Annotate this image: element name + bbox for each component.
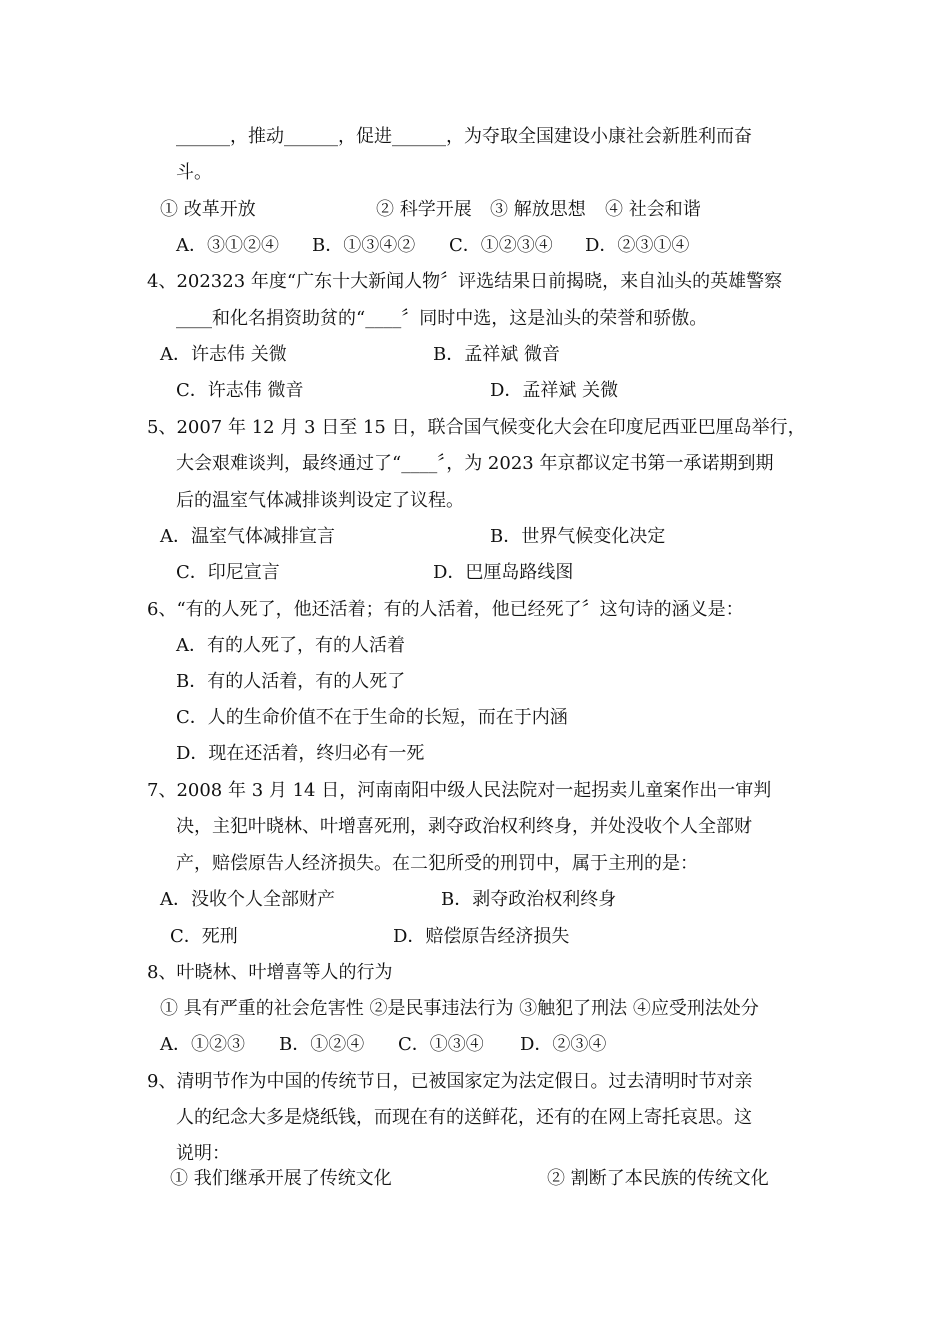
q8-option-c: C．①③④: [398, 1034, 484, 1055]
q8-stem: 8、叶晓林、叶增喜等人的行为: [147, 962, 393, 983]
q3-item-1: ① 改革开放: [160, 199, 256, 220]
q3-stem-end: 斗。: [176, 162, 212, 183]
q6-option-b: B．有的人活着，有的人死了: [176, 671, 406, 692]
q9-item-2: ② 割断了本民族的传统文化: [547, 1168, 769, 1189]
q8-items: ① 具有严重的社会危害性 ②是民事违法行为 ③触犯了刑法 ④应受刑法处分: [160, 998, 759, 1019]
q4-stem: 4、202323 年度“广东十大新闻人物〞评选结果日前揭晓，来自汕头的英雄警察: [147, 271, 783, 292]
q7-option-c: C．死刑: [170, 926, 238, 947]
q7-stem-line3: 产，赔偿原告人经济损失。在二犯所受的刑罚中，属于主刑的是：: [176, 853, 698, 874]
q7-option-b: B．剥夺政治权利终身: [441, 889, 617, 910]
q3-stem-continued: ______，推动______，促进______，为夺取全国建设小康社会新胜利而奋: [176, 126, 752, 147]
q7-option-a: A．没收个人全部财产: [160, 889, 335, 910]
q5-option-d: D．巴厘岛路线图: [433, 562, 574, 583]
q3-item-4: ④ 社会和谐: [605, 199, 701, 220]
q3-item-3: ③ 解放思想: [490, 199, 586, 220]
q5-option-b: B．世界气候变化决定: [490, 526, 666, 547]
q6-option-a: A．有的人死了，有的人活着: [176, 635, 405, 656]
q8-option-a: A．①②③: [160, 1034, 245, 1055]
q6-stem: 6、“有的人死了，他还活着；有的人活着，他已经死了〞这句诗的涵义是：: [147, 599, 744, 620]
q8-option-b: B．①②④: [279, 1034, 365, 1055]
q5-stem: 5、2007 年 12 月 3 日至 15 日，联合国气候变化大会在印度尼西亚巴厘岛举行，: [147, 417, 806, 438]
q4-option-b: B．孟祥斌 微音: [433, 344, 560, 365]
q4-option-d: D．孟祥斌 关微: [490, 380, 619, 401]
q6-option-d: D．现在还活着，终归必有一死: [176, 743, 425, 764]
q5-stem-line2: 大会艰难谈判，最终通过了“____〞，为 2023 年京都议定书第一承诺期到期: [176, 453, 774, 474]
q9-stem-line2: 人的纪念大多是烧纸钱，而现在有的送鲜花，还有的在网上寄托哀思。这: [176, 1107, 752, 1128]
q3-option-a: A．③①②④: [176, 235, 279, 256]
q4-stem-line2: ____和化名捐资助贫的“____〞同时中选，这是汕头的荣誉和骄傲。: [176, 308, 708, 329]
q5-stem-line3: 后的温室气体减排谈判设定了议程。: [176, 490, 464, 511]
q7-stem-line2: 决，主犯叶晓林、叶增喜死刑，剥夺政治权利终身，并处没收个人全部财: [176, 816, 752, 837]
q3-item-2: ② 科学开展: [376, 199, 472, 220]
q3-option-b: B．①③④②: [312, 235, 416, 256]
q4-option-a: A．许志伟 关微: [160, 344, 287, 365]
q6-option-c: C．人的生命价值不在于生命的长短，而在于内涵: [176, 707, 568, 728]
q3-option-d: D．②③①④: [585, 235, 690, 256]
q8-option-d: D．②③④: [520, 1034, 607, 1055]
q7-option-d: D．赔偿原告经济损失: [393, 926, 570, 947]
q5-option-a: A．温室气体减排宣言: [160, 526, 335, 547]
q9-item-1: ① 我们继承开展了传统文化: [170, 1168, 392, 1189]
q5-option-c: C．印尼宣言: [176, 562, 280, 583]
q9-stem-line3: 说明：: [176, 1143, 230, 1164]
q4-option-c: C．许志伟 微音: [176, 380, 304, 401]
q9-stem: 9、清明节作为中国的传统节日，已被国家定为法定假日。过去清明时节对亲: [147, 1071, 753, 1092]
q7-stem: 7、2008 年 3 月 14 日，河南南阳中级人民法院对一起拐卖儿童案作出一审判: [147, 780, 772, 801]
q3-option-c: C．①②③④: [449, 235, 553, 256]
